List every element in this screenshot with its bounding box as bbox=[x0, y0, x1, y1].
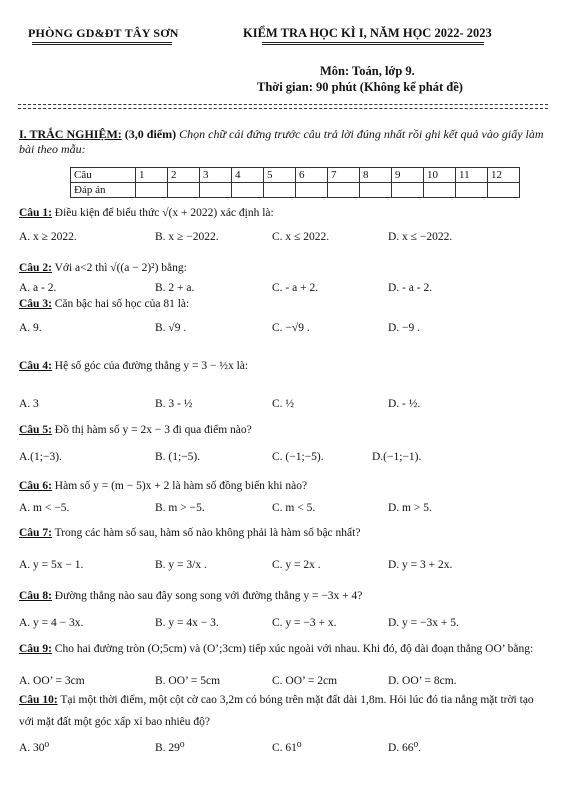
option-a: A. y = 4 − 3x. bbox=[19, 617, 84, 629]
question-label: Câu 9: bbox=[19, 643, 52, 655]
question-text: Tại một thời điểm, một cột cờ cao 3,2m có bóng trên mặt đất dài 1,8m. Hỏi lúc đó tia nắng mặt trời tạo với mặt đất một góc xấp xỉ bao nhiêu độ? bbox=[19, 694, 534, 728]
option-a: A. 3 bbox=[19, 398, 39, 410]
option-d: D. OO’ = 8cm. bbox=[388, 675, 457, 687]
answer-cell bbox=[232, 183, 264, 198]
answer-table-number: 11 bbox=[456, 168, 488, 183]
option-c: C. - a + 2. bbox=[272, 282, 319, 294]
option-a: A. a - 2. bbox=[19, 282, 57, 294]
answer-table-label: Câu bbox=[71, 168, 136, 183]
option-d: D. y = −3x + 5. bbox=[388, 617, 459, 629]
question-label: Câu 5: bbox=[19, 424, 52, 436]
option-d: D. −9 . bbox=[388, 322, 421, 334]
question-4 bbox=[19, 360, 248, 372]
option-b: B. OO’ = 5cm bbox=[155, 675, 221, 687]
question-text: Với a<2 thì √((a − 2)²) bằng: bbox=[51, 262, 187, 274]
option-b: B. m > −5. bbox=[155, 502, 205, 514]
answer-cell bbox=[392, 183, 424, 198]
question-text: Đường thẳng nào sau đây song song với đường thẳng y = −3x + 4? bbox=[51, 590, 363, 602]
option-a: A. m < −5. bbox=[19, 502, 70, 514]
exam-title: KIỂM TRA HỌC KÌ I, NĂM HỌC 2022- 2023 bbox=[243, 26, 492, 40]
answer-table-row-question bbox=[71, 168, 520, 183]
question-5 bbox=[19, 424, 252, 436]
answer-table-number: 5 bbox=[264, 168, 296, 183]
option-c: C. m < 5. bbox=[272, 502, 316, 514]
answer-table-label: Đáp án bbox=[71, 183, 136, 198]
option-d: D. y = 3 + 2x. bbox=[388, 559, 453, 571]
option-b: B. √9 . bbox=[155, 322, 187, 334]
question-9 bbox=[19, 642, 549, 657]
answer-cell bbox=[168, 183, 200, 198]
question-3 bbox=[19, 298, 189, 310]
section-title: I. TRẮC NGHIỆM: bbox=[19, 127, 122, 141]
option-a: A. 30⁰ bbox=[19, 742, 50, 754]
question-text: Hàm số y = (m − 5)x + 2 là hàm số đồng biến khi nào? bbox=[51, 480, 308, 492]
answer-table-number: 10 bbox=[424, 168, 456, 183]
answer-table-number: 7 bbox=[328, 168, 360, 183]
question-text: Trong các hàm số sau, hàm số nào không phải là hàm số bậc nhất? bbox=[51, 527, 361, 539]
option-c: C. OO’ = 2cm bbox=[272, 675, 338, 687]
option-c: C. y = −3 + x. bbox=[272, 617, 337, 629]
answer-cell bbox=[424, 183, 456, 198]
question-6 bbox=[19, 480, 307, 492]
answer-cell bbox=[296, 183, 328, 198]
exam-subject: Môn: Toán, lớp 9. bbox=[320, 64, 415, 78]
option-c: C. (−1;−5). bbox=[272, 451, 324, 463]
question-label: Câu 1: bbox=[19, 207, 52, 219]
option-b: B. y = 3/x . bbox=[155, 559, 207, 571]
answer-cell bbox=[264, 183, 296, 198]
question-label: Câu 7: bbox=[19, 527, 52, 539]
exam-title-underline bbox=[262, 42, 484, 45]
option-d: D. 66⁰. bbox=[388, 742, 422, 754]
question-10 bbox=[19, 689, 549, 733]
option-b: B. 3 - ½ bbox=[155, 398, 193, 410]
option-c: C. −√9 . bbox=[272, 322, 310, 334]
answer-cell bbox=[456, 183, 488, 198]
question-text: Cho hai đường tròn (O;5cm) và (O’;3cm) tiếp xúc ngoài với nhau. Khi đó, độ dài đoạn thẳng OO’ bằng: bbox=[51, 643, 534, 655]
office-name: PHÒNG GD&ĐT TÂY SƠN bbox=[28, 26, 179, 40]
answer-table-row-answer bbox=[71, 183, 520, 198]
office-underline bbox=[32, 42, 172, 45]
answer-table bbox=[70, 167, 520, 198]
option-d: D. - ½. bbox=[388, 398, 421, 410]
exam-time: Thời gian: 90 phút (Không kể phát đề) bbox=[257, 80, 463, 94]
question-8 bbox=[19, 590, 362, 602]
question-text: Căn bậc hai số học của 81 là: bbox=[51, 298, 190, 310]
header-divider bbox=[18, 104, 548, 109]
option-d: D.(−1;−1). bbox=[372, 451, 422, 463]
option-c: C. 61⁰ bbox=[272, 742, 302, 754]
answer-cell bbox=[360, 183, 392, 198]
option-b: B. y = 4x − 3. bbox=[155, 617, 219, 629]
option-c: C. ½ bbox=[272, 398, 295, 410]
option-a: A. OO’ = 3cm bbox=[19, 675, 85, 687]
option-a: A. y = 5x − 1. bbox=[19, 559, 84, 571]
answer-table-number: 12 bbox=[488, 168, 520, 183]
answer-table-number: 2 bbox=[168, 168, 200, 183]
question-text: Hệ số góc của đường thẳng y = 3 − ½x là: bbox=[51, 360, 249, 372]
option-b: B. (1;−5). bbox=[155, 451, 201, 463]
question-1 bbox=[19, 207, 274, 219]
option-a: A.(1;−3). bbox=[19, 451, 62, 463]
question-7 bbox=[19, 527, 360, 539]
section-heading bbox=[19, 127, 549, 157]
question-label: Câu 8: bbox=[19, 590, 52, 602]
answer-table-number: 9 bbox=[392, 168, 424, 183]
option-d: D. m > 5. bbox=[388, 502, 432, 514]
answer-cell bbox=[328, 183, 360, 198]
answer-table-number: 4 bbox=[232, 168, 264, 183]
answer-table-number: 6 bbox=[296, 168, 328, 183]
answer-table-number: 1 bbox=[136, 168, 168, 183]
option-c: C. y = 2x . bbox=[272, 559, 321, 571]
question-label: Câu 2: bbox=[19, 262, 52, 274]
option-a: A. 9. bbox=[19, 322, 42, 334]
option-b: B. 29⁰ bbox=[155, 742, 185, 754]
option-a: A. x ≥ 2022. bbox=[19, 231, 77, 243]
question-2 bbox=[19, 262, 187, 274]
answer-cell bbox=[488, 183, 520, 198]
question-label: Câu 6: bbox=[19, 480, 52, 492]
answer-cell bbox=[136, 183, 168, 198]
question-label: Câu 4: bbox=[19, 360, 52, 372]
option-d: D. x ≤ −2022. bbox=[388, 231, 453, 243]
answer-table-number: 3 bbox=[200, 168, 232, 183]
answer-table-number: 8 bbox=[360, 168, 392, 183]
option-c: C. x ≤ 2022. bbox=[272, 231, 330, 243]
option-d: D. - a - 2. bbox=[388, 282, 433, 294]
question-label: Câu 3: bbox=[19, 298, 52, 310]
option-b: B. x ≥ −2022. bbox=[155, 231, 219, 243]
option-b: B. 2 + a. bbox=[155, 282, 195, 294]
answer-cell bbox=[200, 183, 232, 198]
question-text: Điều kiện để biểu thức √(x + 2022) xác định là: bbox=[51, 207, 274, 219]
question-label: Câu 10: bbox=[19, 694, 58, 706]
section-points: (3,0 điểm) bbox=[121, 127, 180, 141]
question-text: Đồ thị hàm số y = 2x − 3 đi qua điểm nào? bbox=[51, 424, 252, 436]
section-instruction: Chọn chữ cái đứng trước câu trả lời đúng nhất rồi ghi kết quả vào giấy làm bài theo mẫu: bbox=[19, 127, 544, 156]
